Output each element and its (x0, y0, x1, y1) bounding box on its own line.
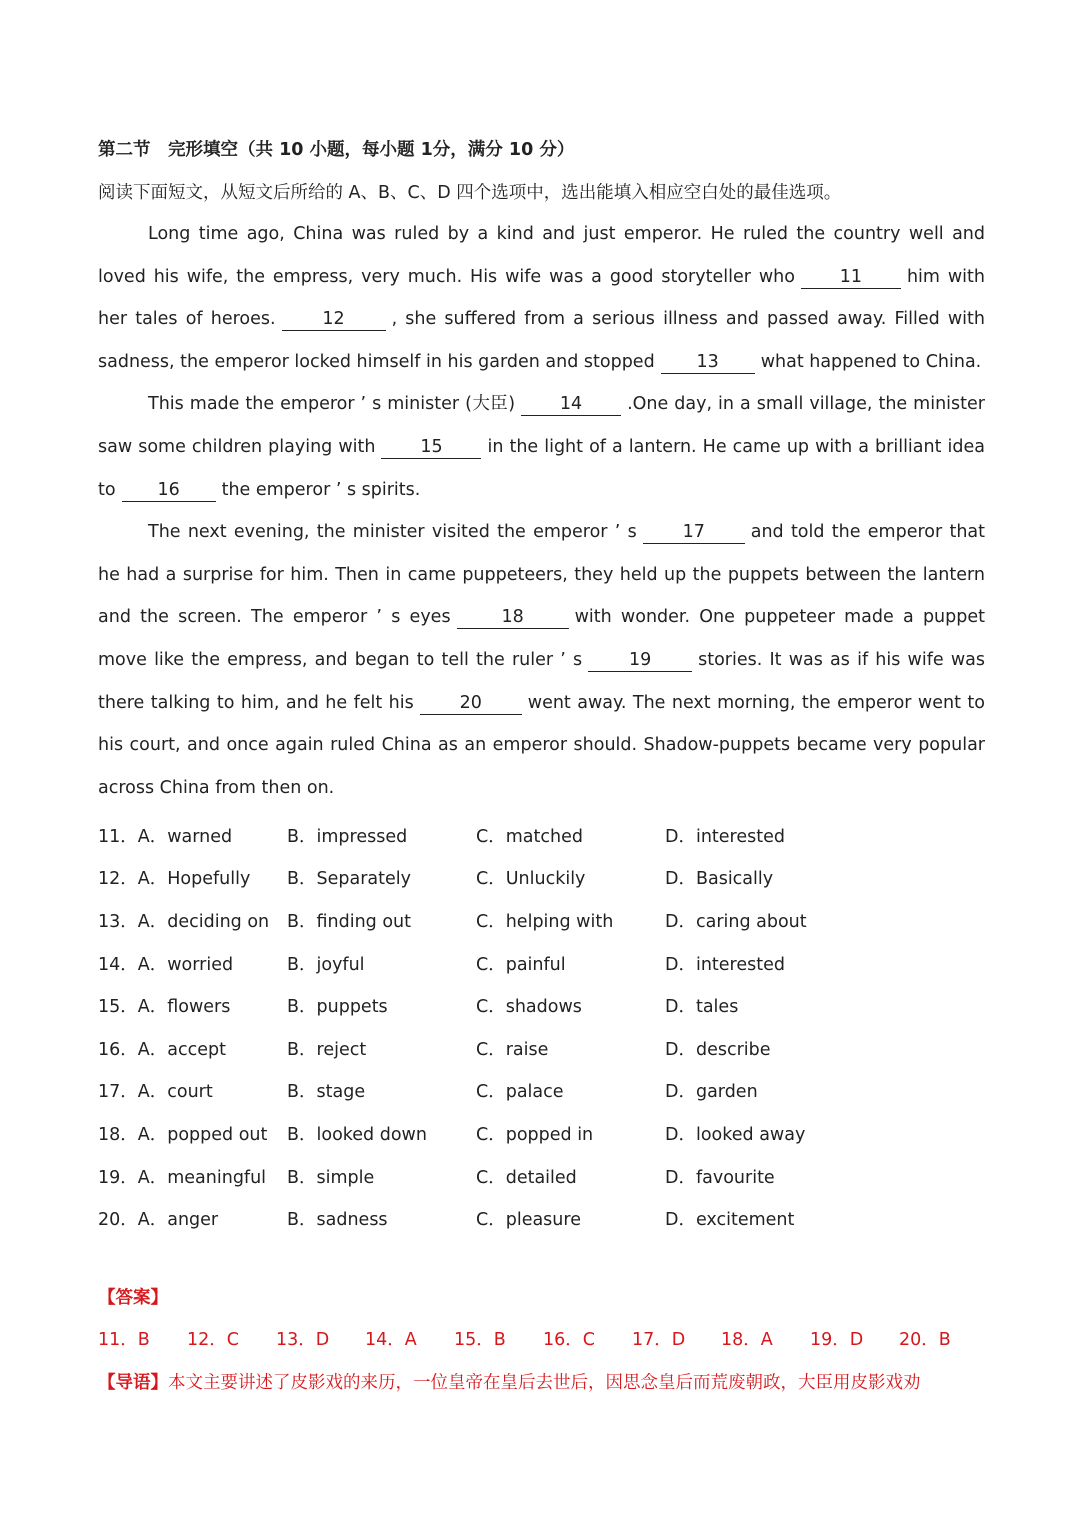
option-d: D．looked away (665, 1124, 806, 1145)
answer-item: 16．C (543, 1330, 595, 1350)
option-c: C．shadows (476, 997, 582, 1018)
option-row (98, 942, 985, 985)
passage-text: This made the emperor ’ s minister (大臣) (148, 394, 516, 415)
passage-text: , she suffered from a serious illness and passed away. Filled with sadness, the emperor locked himself in his garden and stopped (98, 309, 985, 372)
passage-text: Long time ago, China was ruled by a kind and just emperor. He ruled the country well and loved his wife, the empress, very much. His wife was a good storyteller who (98, 224, 985, 287)
paragraph-1 (98, 213, 985, 383)
answer-key (98, 1326, 988, 1354)
option-d: D．caring about (665, 911, 807, 932)
passage-text: him with her tales of heroes. (98, 266, 985, 330)
instructions: 阅读下面短文，从短文后所给的 A、B、C、D 四个选项中，选出能填入相应空白处的最佳选项。 (98, 183, 842, 203)
blank-11: 11 (801, 266, 901, 289)
option-a: 12．A．Hopefully (98, 869, 251, 890)
option-row (98, 1155, 985, 1198)
blank-15: 15 (381, 436, 481, 459)
option-b: B．stage (287, 1082, 366, 1103)
blank-20: 20 (420, 692, 522, 715)
option-b: B．simple (287, 1167, 375, 1188)
option-a: 15．A．flowers (98, 997, 231, 1018)
passage-text: the emperor ’ s spirits. (221, 479, 421, 500)
passage-text: stories. It was as if his wife was there talking to him, and he felt his (98, 649, 985, 713)
answer-item: 15．B (454, 1330, 506, 1350)
option-d: D．excitement (665, 1210, 795, 1231)
option-b: B．puppets (287, 997, 388, 1018)
option-row (98, 1197, 985, 1240)
answer-item: 17．D (632, 1330, 686, 1350)
passage-text: went away. The next morning, the emperor went to his court, and once again ruled China as an emperor should. Shadow-puppets became very popular across China from then on. (98, 692, 985, 798)
passage (98, 213, 985, 809)
option-a: 16．A．accept (98, 1039, 226, 1060)
answer-item: 14．A (365, 1330, 417, 1350)
option-a: 11．A．warned (98, 826, 233, 847)
section-heading: 第二节 完形填空（共 10 小题，每小题 1分，满分 10 分） (98, 140, 575, 160)
answer-item: 20．B (899, 1330, 951, 1350)
option-row (98, 857, 985, 900)
option-c: C．pleasure (476, 1210, 581, 1231)
option-a: 20．A．anger (98, 1210, 219, 1231)
option-row (98, 1112, 985, 1155)
guide-text (98, 1369, 998, 1397)
option-b: B．looked down (287, 1124, 427, 1145)
passage-text: what happened to China. (760, 351, 982, 372)
option-row (98, 899, 985, 942)
option-row (98, 814, 985, 857)
passage-text: .One day, in a small village, the minister saw some children playing with (98, 394, 985, 457)
answer-item: 19．D (810, 1330, 864, 1350)
option-row (98, 1070, 985, 1113)
option-c: C．Unluckily (476, 869, 586, 890)
guide-label: 【导语】 (98, 1373, 168, 1393)
answer-item: 11．B (98, 1330, 150, 1350)
option-c: C．painful (476, 954, 566, 975)
answer-item: 18．A (721, 1330, 773, 1350)
option-a: 19．A．meaningful (98, 1167, 267, 1188)
guide-body: 本文主要讲述了皮影戏的来历，一位皇帝在皇后去世后，因思念皇后而荒废朝政，大臣用皮影戏劝 (168, 1373, 921, 1393)
option-c: C．helping with (476, 911, 614, 932)
passage-text: in the light of a lantern. He came up with a brilliant idea to (98, 436, 985, 500)
answer-item: 12．C (187, 1330, 239, 1350)
blank-17: 17 (643, 521, 745, 544)
options-list (98, 814, 985, 1240)
option-a: 14．A．worried (98, 954, 234, 975)
option-c: C．detailed (476, 1167, 577, 1188)
blank-12: 12 (282, 308, 386, 331)
paragraph-2 (98, 383, 985, 511)
option-d: D．describe (665, 1039, 771, 1060)
option-d: D．garden (665, 1082, 758, 1103)
passage-text: The next evening, the minister visited the emperor ’ s (148, 522, 637, 543)
passage-text: and told the emperor that he had a surprise for him. Then in came puppeteers, they held up the puppets between the lantern and the screen. The emperor ’ s eyes (98, 522, 985, 628)
blank-16: 16 (122, 479, 216, 502)
option-a: 18．A．popped out (98, 1124, 268, 1145)
option-b: B．sadness (287, 1210, 388, 1231)
blank-18: 18 (457, 606, 569, 629)
option-d: D．tales (665, 997, 739, 1018)
paragraph-3 (98, 511, 985, 809)
option-c: C．palace (476, 1082, 564, 1103)
option-row (98, 1027, 985, 1070)
option-b: B．reject (287, 1039, 367, 1060)
option-d: D．Basically (665, 869, 774, 890)
option-d: D．interested (665, 954, 785, 975)
option-d: D．interested (665, 826, 785, 847)
blank-14: 14 (521, 393, 621, 416)
answer-item: 13．D (276, 1330, 330, 1350)
passage-text: with wonder. One puppeteer made a puppet move like the empress, and began to tell the ruler ’ s (98, 607, 985, 670)
answer-label: 【答案】 (98, 1288, 168, 1308)
option-b: B．joyful (287, 954, 365, 975)
blank-13: 13 (661, 351, 755, 374)
option-d: D．favourite (665, 1167, 775, 1188)
blank-19: 19 (588, 649, 692, 672)
option-b: B．impressed (287, 826, 408, 847)
option-c: C．matched (476, 826, 583, 847)
option-c: C．raise (476, 1039, 549, 1060)
option-b: B．Separately (287, 869, 411, 890)
option-row (98, 984, 985, 1027)
option-a: 13．A．deciding on (98, 911, 270, 932)
option-c: C．popped in (476, 1124, 594, 1145)
option-b: B．finding out (287, 911, 412, 932)
option-a: 17．A．court (98, 1082, 213, 1103)
